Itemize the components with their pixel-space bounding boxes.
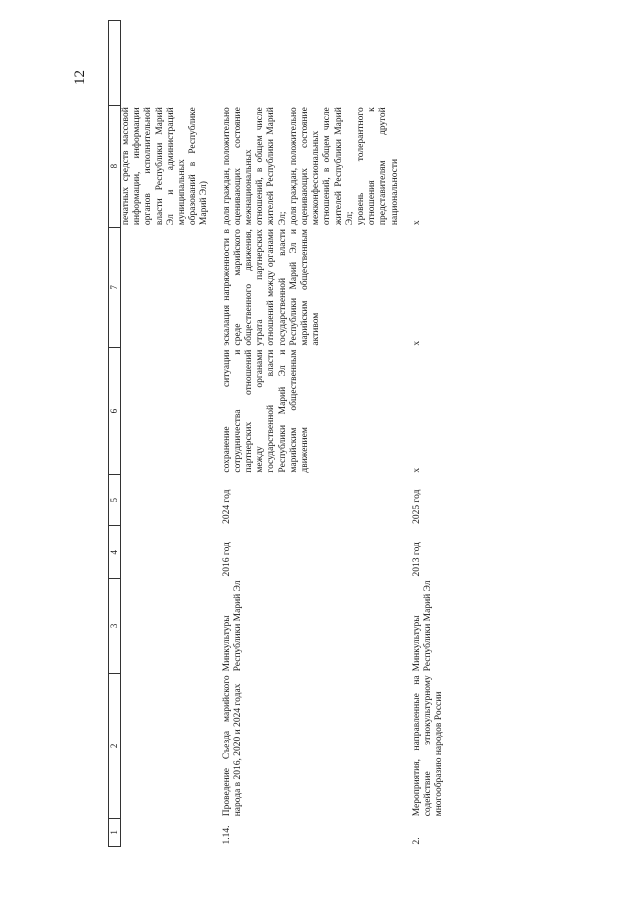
- row-number: 2.: [411, 837, 422, 845]
- extra-cell: [121, 21, 212, 106]
- table-header: [109, 21, 121, 847]
- row-number: 1.14.: [221, 825, 232, 845]
- expected-result: [121, 348, 212, 475]
- column-header: 7: [109, 227, 121, 348]
- risk: эскалация напряженности в среде марийского общественного движения, утрата партнерских отношений между органами государственной власти Республики Марий Эл и марийским общественным активом: [221, 229, 322, 346]
- end-year: 2024 год: [221, 489, 232, 524]
- indicator: уровень толерантного отношения к представителям другой национальности: [356, 107, 400, 226]
- indicator-cell: [212, 105, 402, 227]
- risk: х: [411, 340, 422, 346]
- table-row: [212, 21, 402, 847]
- activity-name: Проведение Съезда марийского народа в 2016, 2020 и 2024 годах: [221, 675, 243, 817]
- indicator: доля граждан, положительно оценивающих состояние межконфессиональных отношений, в общем числе жителей Республики Марий Эл;: [288, 107, 355, 226]
- risk: [121, 227, 212, 348]
- column-header: [109, 21, 121, 106]
- extra-cell: [402, 21, 447, 106]
- plan-table: [108, 20, 446, 847]
- executor: Минкультуры Республики Марий Эл: [221, 580, 243, 672]
- column-header: 6: [109, 348, 121, 475]
- extra-cell: [212, 21, 402, 106]
- row-number: [121, 818, 212, 846]
- end-year: [121, 475, 212, 526]
- column-header: 4: [109, 526, 121, 579]
- table-row: [402, 21, 447, 847]
- expected-result: сохранение ситуации сотрудничества и партнерских отношений между органами государственной власти Республики Марий Эл и марийским общественным движением: [221, 349, 311, 473]
- column-header: 8: [109, 105, 121, 227]
- expected-result: х: [411, 467, 422, 473]
- start-year: [121, 526, 212, 579]
- column-header: 2: [109, 673, 121, 818]
- executor: [121, 578, 212, 673]
- activity-name: Мероприятия, направленные на содействие этнокультурному многообразию народов России: [411, 675, 445, 817]
- indicator: печатных средств массовой информации, информации органов исполнительной власти Республики Марий Эл и администраций муниципальных образований в Республике Марий Эл): [121, 107, 210, 226]
- column-header: 5: [109, 475, 121, 526]
- activity-name: [121, 673, 212, 818]
- start-year: 2013 год: [411, 542, 422, 577]
- indicator: доля граждан, положительно оценивающих состояние межнациональных отношений, в общем числе жителей Республики Марий Эл;: [221, 107, 288, 226]
- column-header: 3: [109, 578, 121, 673]
- table-row: [121, 21, 212, 847]
- indicator: х: [411, 220, 422, 226]
- executor: Минкультуры Республики Марий Эл: [411, 580, 434, 672]
- column-header: 1: [109, 818, 121, 846]
- end-year: 2025 год: [411, 489, 422, 524]
- page-number: 12: [72, 70, 88, 85]
- start-year: 2016 год: [221, 542, 232, 577]
